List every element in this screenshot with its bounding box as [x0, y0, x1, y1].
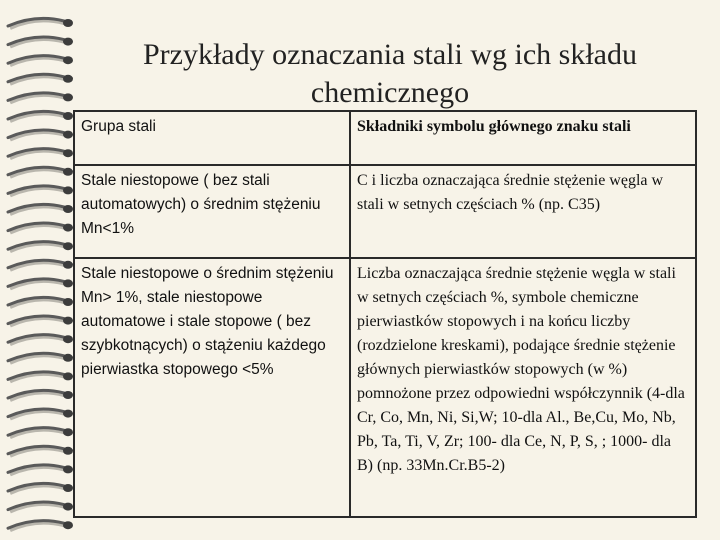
table-row: [74, 165, 696, 258]
spiral-binding: [0, 0, 80, 540]
cell-symbol-components: C i liczba oznaczająca średnie stężenie węgla w stali w setnych częściach % (np. C35): [350, 165, 696, 258]
slide-title: [90, 36, 690, 112]
table-row: [74, 258, 696, 517]
cell-steel-group: Stale niestopowe ( bez stali automatowych) o średnim stężeniu Mn<1%: [74, 165, 350, 258]
header-symbol-components: Składniki symbolu głównego znaku stali: [350, 111, 696, 165]
cell-symbol-components: Liczba oznaczająca średnie stężenie węgla w stali w setnych częściach %, symbole chemiczne pierwiastków stopowych i na końcu liczby (rozdzielone kreskami), podające średnie stężenie głównych pierwiastków stopowych (w %) pomnożone przez odpowiedni współczynnik (4-dla Cr, Co, Mn, Ni, Si,W; 10-dla Al., Be,Cu, Mo, Nb, Pb, Ta, Ti, V, Zr; 100- dla Ce, N, P, S, ; 1000- dla B) (np. 33Mn.Cr.B5-2): [350, 258, 696, 517]
header-steel-group: Grupa stali: [74, 111, 350, 165]
steel-designation-table: [73, 110, 697, 518]
slide-title-line2: chemicznego: [310, 76, 470, 109]
cell-steel-group: Stale niestopowe o średnim stężeniu Mn> 1%, stale niestopowe automatowe i stale stopowe ( bez szybkotnących) o stążeniu każdego pierwiastka stopowego <5%: [74, 258, 350, 517]
slide-title-line1: Przykłady oznaczania stali wg ich składu: [142, 38, 637, 71]
table-header-row: [74, 111, 696, 165]
